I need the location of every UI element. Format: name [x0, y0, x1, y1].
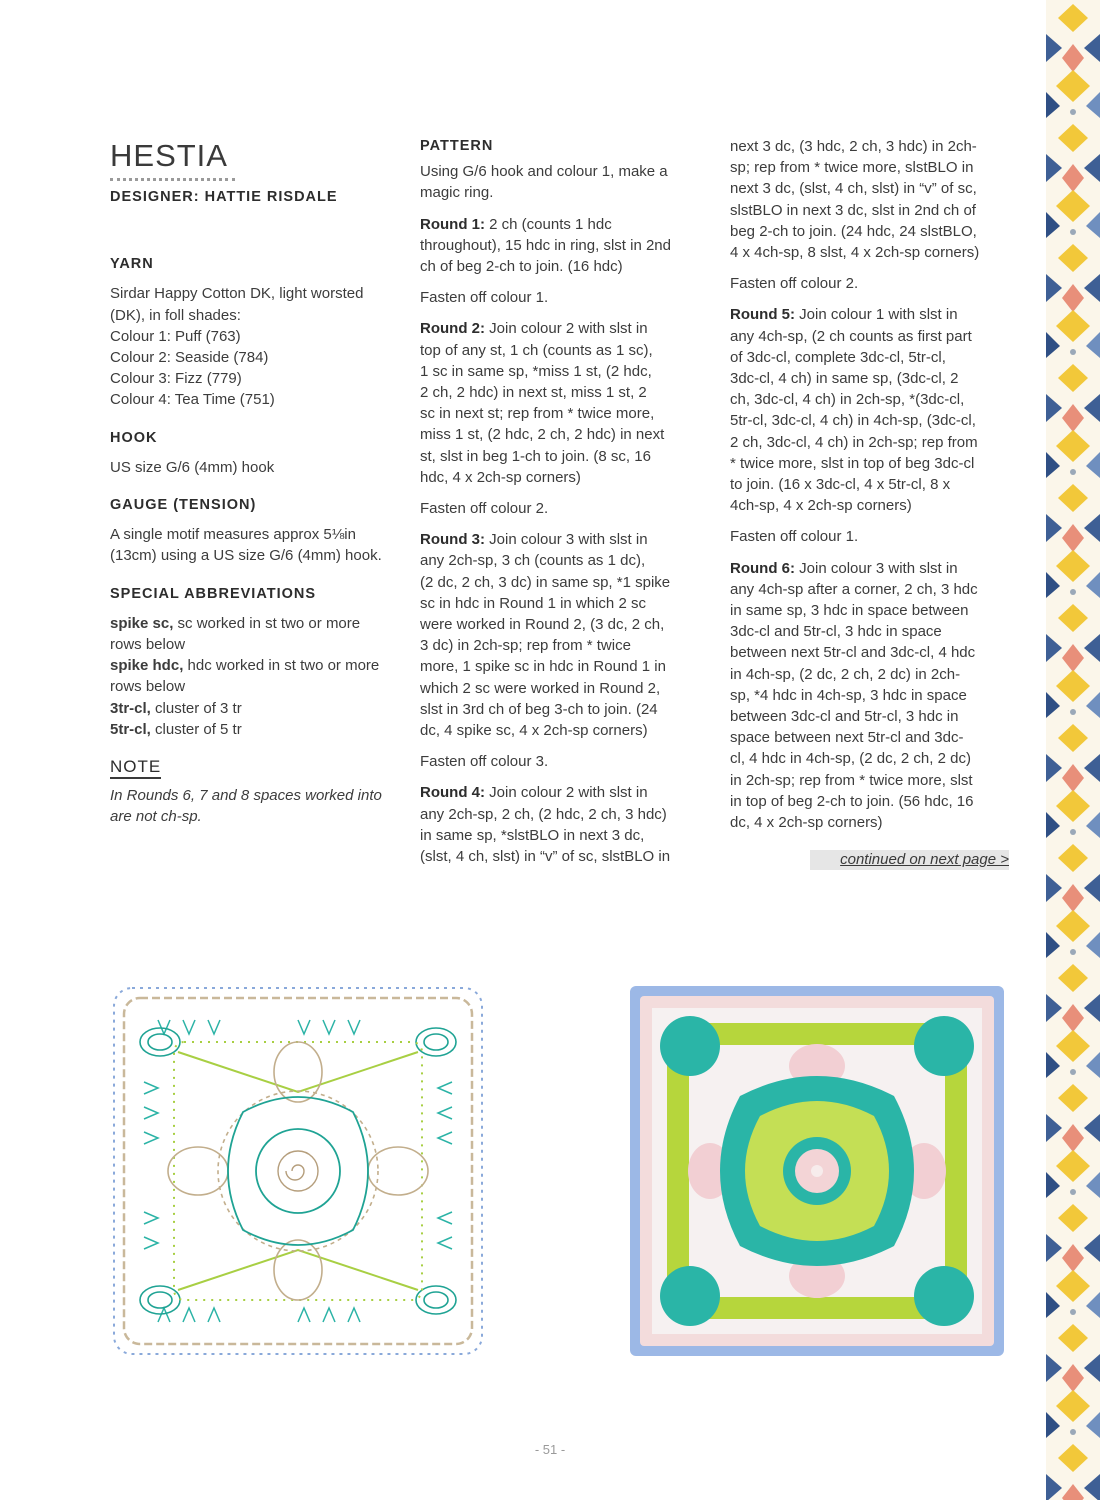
round-line: ch of beg 2-ch to join. (16 hdc): [420, 258, 623, 276]
round-label: Round 2:: [420, 320, 485, 338]
abbreviations-list: [110, 613, 395, 740]
round-line: sp, *4 hdc in 4ch-sp, 3 hdc in space: [730, 686, 967, 704]
round-label: Round 3:: [420, 531, 485, 549]
pattern-round: [420, 318, 705, 488]
round-text: Join colour 3 with slst in: [485, 531, 648, 549]
yarn-line: Colour 1: Puff (763): [110, 327, 241, 345]
round-label: Round 6:: [730, 559, 795, 577]
hook-text: US size G/6 (4mm) hook: [110, 458, 275, 476]
round-line: next 3 dc, (slst, 4 ch, slst) in “v” of sc,: [730, 180, 977, 198]
pattern-instruction: [420, 751, 705, 772]
round-line: 2 ch, 2 hdc) in next st, miss 1 st, 2: [420, 384, 647, 402]
round-line: * twice more, slst in top of beg 3dc-cl: [730, 454, 975, 472]
abbreviation-definition-cont: rows below: [110, 678, 186, 696]
gauge-text: [110, 524, 395, 566]
round-line: sp; rep from * twice more, slstBLO in: [730, 159, 974, 177]
note-line: In Rounds 6, 7 and 8 spaces worked into: [110, 787, 382, 805]
round-line: in 4ch-sp, (2 dc, 2 ch, 2 dc) in 2ch-: [730, 665, 961, 683]
abbreviation-definition: cluster of 5 tr: [150, 720, 242, 738]
round-text: Join colour 3 with slst in: [795, 559, 958, 577]
continued-text: continued on next page >: [840, 851, 1009, 868]
abbreviation-term: spike sc,: [110, 614, 174, 632]
round-line: between next 5tr-cl and 3dc-cl, 4 hdc: [730, 644, 976, 662]
round-line: 4 x 4ch-sp, 8 slst, 4 x 2ch-sp corners): [730, 244, 980, 262]
left-column: [110, 136, 395, 827]
gauge-line: A single motif measures approx 5⅛in: [110, 526, 356, 544]
abbreviation-term: 3tr-cl,: [110, 699, 151, 717]
round-line: any 4ch-sp after a corner, 2 ch, 3 hdc: [730, 580, 978, 598]
round-line: Fasten off colour 1.: [420, 289, 549, 307]
designer-credit: DESIGNER: HATTIE RISDALE: [110, 189, 338, 205]
round-line: dc, 4 x 2ch-sp corners): [730, 814, 883, 832]
round-line: miss 1 st, (2 hdc, 2 ch, 2 hdc) in next: [420, 426, 665, 444]
chart-tan-petals: [168, 1042, 428, 1300]
round-line: [420, 318, 705, 339]
intro-line: Using G/6 hook and colour 1, make a: [420, 163, 668, 181]
abbreviation-definition: sc worked in st two or more: [173, 614, 361, 632]
intro-line: magic ring.: [420, 184, 494, 202]
round-line: between 3dc-cl and 5tr-cl, 3 hdc in: [730, 708, 959, 726]
round-line: of 3dc-cl, complete 3dc-cl, 5tr-cl,: [730, 348, 946, 366]
round-line: 2 ch, 3dc-cl, 4 ch) in 2ch-sp; rep from: [730, 433, 978, 451]
round-text: Join colour 2 with slst in: [485, 784, 648, 802]
round-line: 3 dc) in 2ch-sp; rep from * twice: [420, 637, 631, 655]
pattern-intro: [420, 161, 705, 203]
round-label: Round 5:: [730, 306, 795, 324]
chart-lime-ring: [174, 1042, 422, 1300]
abbreviation-item: [110, 613, 395, 634]
chart-center-ring: [278, 1151, 318, 1191]
round-line: dc, 4 spike sc, 4 x 2ch-sp corners): [420, 722, 648, 740]
round-line: cl, 4 hdc in 4ch-sp, (2 dc, 2 ch, 2 dc): [730, 750, 971, 768]
yarn-line: Sirdar Happy Cotton DK, light worsted: [110, 285, 364, 303]
pattern-title: HESTIA: [110, 138, 228, 173]
abbreviation-definition-cont: rows below: [110, 636, 186, 654]
yarn-line: (DK), in foll shades:: [110, 306, 241, 324]
round-line: st, slst in beg 1-ch to join. (8 sc, 16: [420, 447, 651, 465]
round-line: slst in 3rd ch of beg 3-ch to join. (24: [420, 700, 658, 718]
abbreviation-definition: hdc worked in st two or more: [183, 657, 380, 675]
round-line: [420, 782, 705, 803]
gauge-heading: GAUGE (TENSION): [110, 497, 257, 514]
round-line: slstBLO in next 3 dc, slst in 2nd ch of: [730, 201, 976, 219]
yarn-heading: YARN: [110, 256, 154, 273]
round-line: sc in hdc in Round 1 in which 2 sc: [420, 594, 646, 612]
yarn-list: [110, 283, 395, 410]
round-line: in top of beg 2-ch to join. (56 hdc, 16: [730, 792, 974, 810]
note-line: are not ch-sp.: [110, 808, 202, 826]
pattern-instruction: [730, 136, 1012, 263]
title-dotted-rule: [110, 174, 235, 181]
abbreviation-item: [110, 698, 395, 719]
abbreviation-term: spike hdc,: [110, 657, 184, 675]
round-line: space between next 5tr-cl and 3dc-: [730, 729, 964, 747]
decorative-border: [1046, 0, 1100, 1500]
round-line: Fasten off colour 3.: [420, 753, 549, 771]
round-line: Fasten off colour 2.: [420, 500, 549, 518]
abbreviation-item: [110, 655, 395, 676]
pattern-instruction: [730, 526, 1012, 547]
page-number: - 51 -: [534, 1442, 566, 1457]
round-line: more, 1 spike sc in hdc in Round 1 in: [420, 658, 666, 676]
round-line: [420, 214, 705, 235]
round-line: Fasten off colour 1.: [730, 528, 859, 546]
round-line: any 4ch-sp, (2 ch counts as first part: [730, 327, 972, 345]
pattern-instruction: [730, 273, 1012, 294]
pattern-heading: PATTERN: [420, 138, 494, 154]
note-text: [110, 785, 395, 827]
round-line: 4ch-sp, 4 x 2ch-sp corners): [730, 497, 912, 515]
round-line: in same sp, 3 hdc in space between: [730, 602, 969, 620]
abbreviation-item: [110, 719, 395, 740]
round-line: hdc, 4 x 2ch-sp corners): [420, 468, 581, 486]
abbreviations-heading: SPECIAL ABBREVIATIONS: [110, 585, 317, 602]
photo-teal-center: [720, 1076, 914, 1266]
round-line: top of any st, 1 ch (counts as 1 sc),: [420, 341, 653, 359]
pattern-round: [420, 214, 705, 278]
round-line: Fasten off colour 2.: [730, 275, 859, 293]
pattern-rounds-col2: [420, 214, 705, 868]
round-line: (2 dc, 2 ch, 3 dc) in same sp, *1 spike: [420, 573, 671, 591]
yarn-line: Colour 4: Tea Time (751): [110, 391, 275, 409]
pattern-instruction: [420, 498, 705, 519]
round-line: any 2ch-sp, 3 ch (counts as 1 dc),: [420, 552, 646, 570]
right-column: [730, 136, 1012, 843]
round-label: Round 1:: [420, 215, 485, 233]
pattern-round: [420, 529, 705, 741]
yarn-line: Colour 3: Fizz (779): [110, 370, 242, 388]
pattern-instruction: [420, 287, 705, 308]
chart-corner-clusters: [140, 1028, 456, 1314]
round-line: were worked in Round 2, (3 dc, 2 ch,: [420, 616, 665, 634]
pattern-rounds-col3: [730, 136, 1012, 833]
round-text: Join colour 2 with slst in: [485, 320, 648, 338]
abbreviation-definition: cluster of 3 tr: [150, 699, 242, 717]
crochet-chart: [108, 982, 488, 1360]
middle-column: [420, 136, 705, 877]
round-line: next 3 dc, (3 hdc, 2 ch, 3 hdc) in 2ch-: [730, 138, 977, 155]
continued-link[interactable]: [810, 850, 1009, 870]
round-line: beg 2-ch to join. (24 hdc, 24 slstBLO,: [730, 222, 977, 240]
round-line: (slst, 4 ch, slst) in “v” of sc, slstBLO in: [420, 848, 671, 866]
round-label: Round 4:: [420, 784, 485, 802]
round-line: 3dc-cl, 4 ch) in same sp, (3dc-cl, 2: [730, 370, 959, 388]
round-line: which 2 sc were worked in Round 2,: [420, 679, 661, 697]
round-line: in 2ch-sp; rep from * twice more, slst: [730, 771, 973, 789]
round-line: throughout), 15 hdc in ring, slst in 2nd: [420, 236, 671, 254]
gauge-line: (13cm) using a US size G/6 (4mm) hook.: [110, 547, 382, 565]
round-line: 1 sc in same sp, *miss 1 st, (2 hdc,: [420, 362, 652, 380]
round-line: ch, 3dc-cl, 4 ch) in 2ch-sp, *(3dc-cl,: [730, 391, 965, 409]
round-text: 2 ch (counts 1 hdc: [485, 215, 612, 233]
pattern-round: [420, 782, 705, 867]
round-line: [730, 304, 1012, 325]
round-line: [730, 558, 1012, 579]
pattern-round: [730, 558, 1012, 834]
abbreviation-term: 5tr-cl,: [110, 720, 151, 738]
round-line: 3dc-cl and 5tr-cl, 3 hdc in space: [730, 623, 942, 641]
round-line: 5tr-cl, 3dc-cl, 4 ch) in 4ch-sp, (3dc-cl,: [730, 412, 976, 430]
chart-outer-stitches: [144, 1020, 452, 1322]
round-line: to join. (16 x 3dc-cl, 4 x 5tr-cl, 8 x: [730, 476, 951, 494]
yarn-line: Colour 2: Seaside (784): [110, 349, 269, 367]
hook-heading: HOOK: [110, 429, 158, 446]
round-text: Join colour 1 with slst in: [795, 306, 958, 324]
round-line: in same sp, *slstBLO in next 3 dc,: [420, 826, 645, 844]
round-line: any 2ch-sp, 2 ch, (2 hdc, 2 ch, 3 hdc): [420, 805, 667, 823]
round-line: sc in next st; rep from * twice more,: [420, 405, 655, 423]
pattern-round: [730, 304, 1012, 516]
chart-teal-center: [228, 1097, 368, 1245]
crochet-square-photo: [630, 986, 1004, 1356]
round-line: [420, 529, 705, 550]
note-heading: NOTE: [110, 757, 161, 779]
